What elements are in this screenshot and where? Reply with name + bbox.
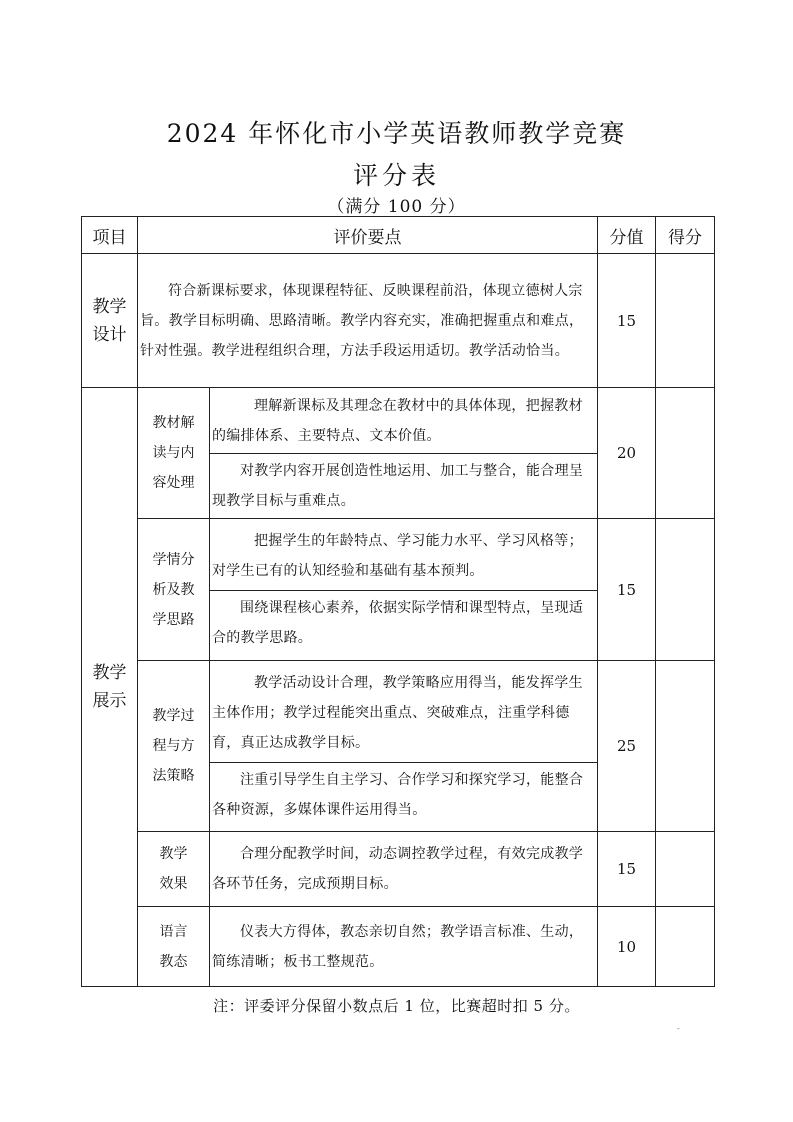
row-language [82, 907, 715, 987]
score-language[interactable] [656, 907, 715, 987]
header-item: 项目 [82, 217, 138, 254]
row-material [82, 388, 715, 519]
description-design: 符合新课标要求，体现课程特征、反映课程前沿，体现立德树人宗旨。教学目标明确、思路清晰。教学内容充实，准确把握重点和难点，针对性强。教学进程组织合理，方法手段运用适切。教学活动恰当。 [138, 254, 598, 388]
row-students [82, 519, 715, 661]
score-design[interactable] [656, 254, 715, 388]
sub-students: 学情分 析及教 学思路 [138, 519, 210, 661]
footnote: 注：评委评分保留小数点后 1 位，比赛超时扣 5 分。 [213, 997, 580, 1015]
description-effect: 合理分配教学时间，动态调控教学过程，有效完成教学各环节任务，完成预期目标。 [210, 832, 598, 907]
value-language: 10 [598, 907, 656, 987]
value-design: 15 [598, 254, 656, 388]
sub-effect: 教学 效果 [138, 832, 210, 907]
description-process: 教学活动设计合理，教学策略应用得当，能发挥学生主体作用；教学过程能突出重点、突破难点，注重学科德育，真正达成教学目标。 注重引导学生自主学习、合作学习和探究学习，能整合各种资源，多媒体课件运用得当。 [210, 661, 598, 832]
score-students[interactable] [656, 519, 715, 661]
title-line1: 2024 年怀化市小学英语教师教学竞赛 [166, 119, 627, 148]
score-effect[interactable] [656, 832, 715, 907]
value-students: 15 [598, 519, 656, 661]
row-effect [82, 832, 715, 907]
title-line3: （满分 100 分） [327, 197, 466, 217]
sub-process: 教学过 程与方 法策略 [138, 661, 210, 832]
header-points: 评价要点 [138, 217, 598, 254]
header-score: 得分 [656, 217, 715, 254]
value-material: 20 [598, 388, 656, 519]
value-effect: 15 [598, 832, 656, 907]
description-language: 仪表大方得体，教态亲切自然；教学语言标准、生动，简练清晰；板书工整规范。 [210, 907, 598, 987]
sub-material: 教材解 读与内 容处理 [138, 388, 210, 519]
header-value: 分值 [598, 217, 656, 254]
score-material[interactable] [656, 388, 715, 519]
description-students: 把握学生的年龄特点、学习能力水平、学习风格等；对学生已有的认知经验和基础有基本预判。 围绕课程核心素养，依据实际学情和课型特点，呈现适合的教学思路。 [210, 519, 598, 661]
value-process: 25 [598, 661, 656, 832]
description-material: 理解新课标及其理念在教材中的具体体现，把握教材的编排体系、主要特点、文本价值。 对教学内容开展创造性地运用、加工与整合，能合理呈现教学目标与重难点。 [210, 388, 598, 519]
title-line2: 评分表 [352, 161, 440, 190]
corner-mark: - [677, 1024, 680, 1033]
row-process [82, 661, 715, 832]
category-design: 教学 设计 [82, 254, 138, 388]
header-row [82, 217, 715, 254]
score-process[interactable] [656, 661, 715, 832]
sub-language: 语言 教态 [138, 907, 210, 987]
category-display: 教学 展示 [82, 388, 138, 987]
row-design [82, 254, 715, 388]
score-table [81, 216, 715, 987]
